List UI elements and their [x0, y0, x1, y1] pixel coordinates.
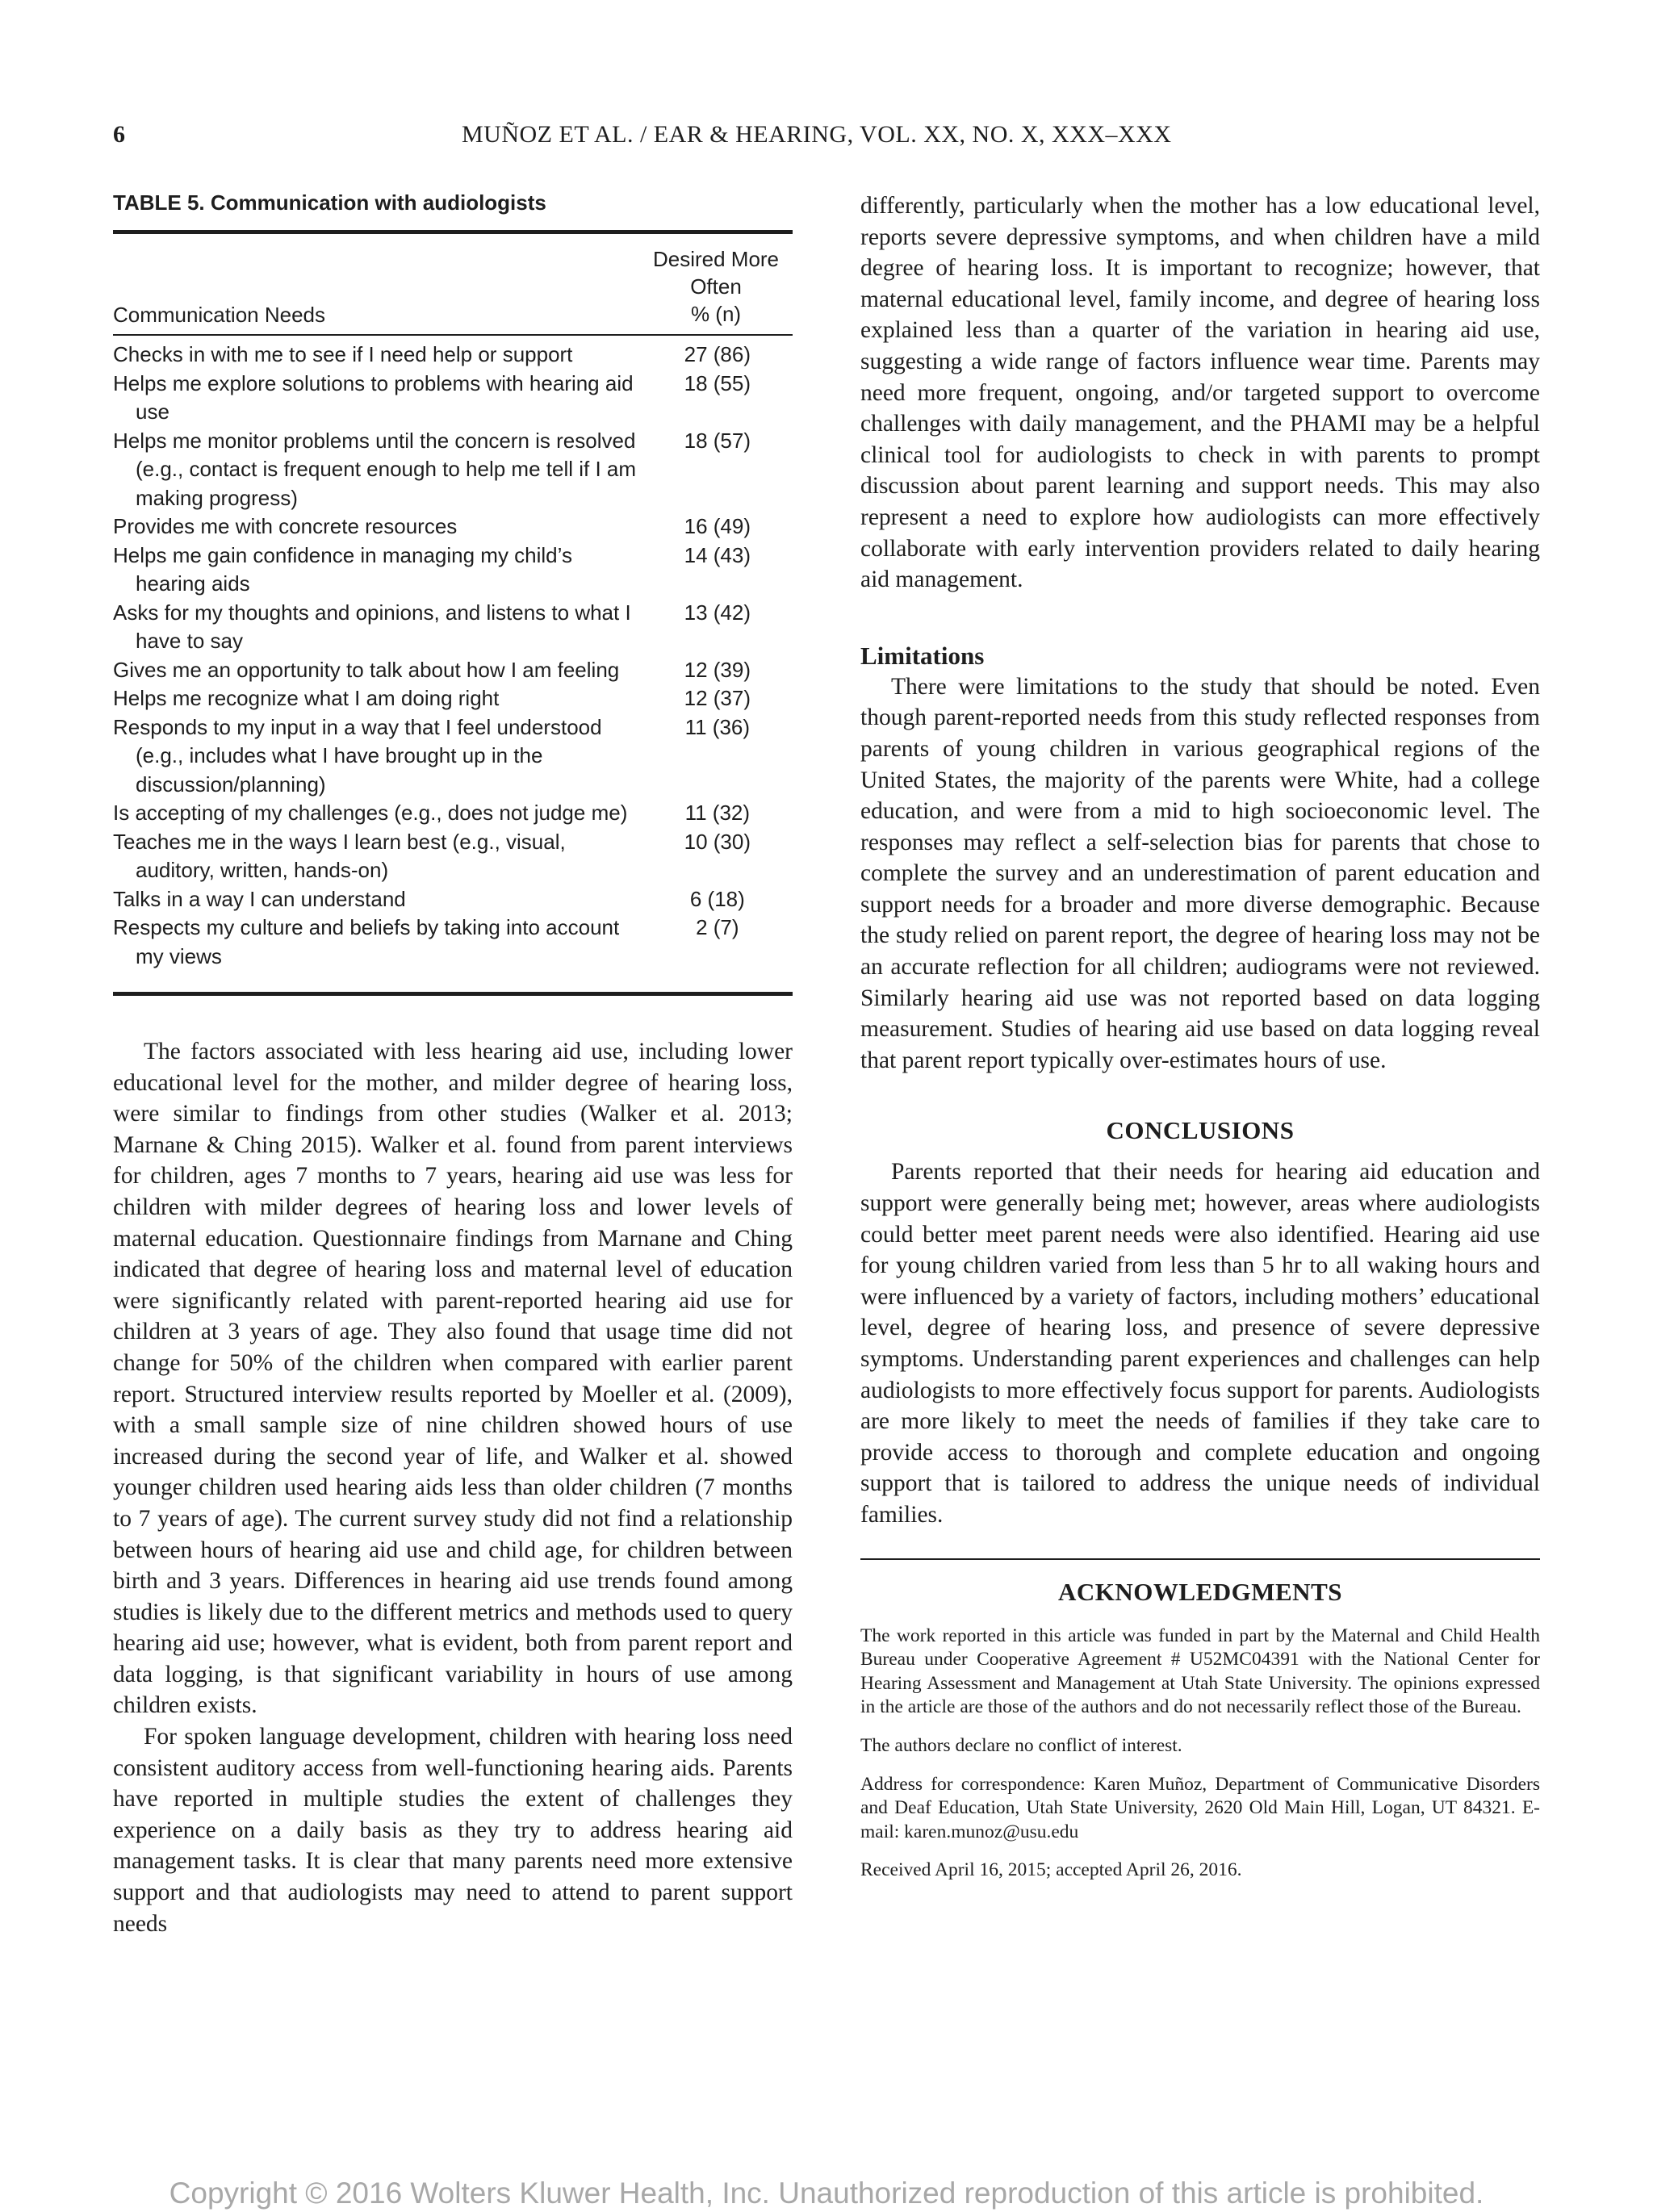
- table-cell-pct: 11 (36): [684, 714, 751, 739]
- ack-address: Address for correspondence: Karen Muñoz, Department of Communicative Disorders and Deaf Education, Utah State University, 2620 Old Main Hill, Logan, UT 84321. E-mail: karen.munoz@usu.edu: [860, 1773, 1540, 1842]
- page-number: 6: [113, 121, 125, 148]
- table-cell-pct: 10 (30): [684, 829, 751, 854]
- body-paragraph-continued: differently, particularly when the mother has a low educational level, reports severe depressive symptoms, and when children have a mild degree of hearing loss. It is important to recognize; however, that maternal educational level, family income, and degree of hearing loss explained less than a quarter of the variation in hearing aid use, suggesting a wide range of factors influence wear time. Parents may need more frequent, ongoing, and/or targeted support to overcome challenges with daily management, and the PHAMI may be a helpful clinical tool for audiologists to check in with parents to prompt discussion about parent learning and support needs. This may also represent a need to explore how audiologists can more effectively collaborate with early intervention providers related to daily hearing aid management.: [860, 193, 1540, 593]
- ack-conflict: The authors declare no conflict of interest.: [860, 1734, 1182, 1756]
- table-header-desired-more-often: [639, 245, 793, 328]
- table-cell-need: Helps me monitor problems until the concern is resolved (e.g., contact is frequent enough to help me tell if I am making progress): [113, 428, 637, 510]
- table-bottom-rule: [113, 992, 793, 996]
- conclusions-heading: CONCLUSIONS: [1106, 1116, 1295, 1145]
- acknowledgments-rule: [860, 1558, 1540, 1560]
- running-head: MUÑOZ ET AL. / EAR & HEARING, VOL. XX, NO. X, XXX–XXX: [462, 121, 1172, 148]
- table-cell-need: Gives me an opportunity to talk about how I am feeling: [113, 657, 620, 682]
- table-row: [113, 656, 793, 685]
- table-row: [113, 542, 793, 599]
- table-cell-need: Teaches me in the ways I learn best (e.g., visual, auditory, written, hands-on): [113, 829, 566, 882]
- left-column: [113, 190, 793, 1939]
- ack-funding: The work reported in this article was funded in part by the Maternal and Child Health Bureau under Cooperative Agreement # U52MC04391 with the National Center for Hearing Assessment and Management at Utah State University. The opinions expressed in the article are those of the authors and do not necessarily reflect those of the Bureau.: [860, 1625, 1540, 1718]
- table-cell-pct: 6 (18): [689, 886, 745, 911]
- table-cell-pct: 18 (55): [684, 370, 751, 395]
- table-cell-need: Respects my culture and beliefs by taking into account my views: [113, 915, 620, 968]
- table-cell-need: Is accepting of my challenges (e.g., does not judge me): [113, 801, 628, 825]
- table-cell-need: Helps me explore solutions to problems with hearing aid use: [113, 370, 634, 424]
- table-cell-need: Talks in a way I can understand: [113, 886, 406, 911]
- table-header-line: Often: [690, 274, 742, 299]
- table-header-communication-needs: Communication Needs: [113, 303, 326, 327]
- body-paragraph: For spoken language development, children with hearing loss need consistent auditory access from well-functioning hearing aids. Parents have reported in multiple studies the extent of challenges they experience on a daily basis as they try to address hearing aid management tasks. It is clear that many parents need more extensive support and that audiologists may need to attend to parent support needs: [113, 1724, 793, 1937]
- table-cell-pct: 11 (32): [684, 801, 751, 825]
- acknowledgments-heading: ACKNOWLEDGMENTS: [1058, 1577, 1342, 1606]
- table-body: [113, 336, 793, 992]
- table-row: [113, 885, 793, 914]
- table-row: [113, 599, 793, 656]
- table-row: [113, 512, 793, 542]
- table-cell-pct: 12 (39): [684, 657, 751, 682]
- conclusions-paragraph: Parents reported that their needs for hearing aid education and support were generally being met; however, areas where audiologists could better meet parent needs were also identified. Hearing aid use for young children varied from less than 5 hr to all waking hours and were influenced by a variety of factors, including mothers’ educational level, degree of hearing loss, and presence of severe depressive symptoms. Understanding parent experiences and challenges can help audiologists to more effectively focus support for parents. Audiologists are more likely to meet the needs of families if they take care to provide access to thorough and complete education and ongoing support that is tailored to address the unique needs of individual families.: [860, 1159, 1540, 1528]
- table-cell-pct: 18 (57): [684, 428, 751, 453]
- discussion-continued: [113, 1036, 793, 1939]
- table-row: [113, 799, 793, 828]
- table-cell-pct: 12 (37): [684, 686, 751, 710]
- table-cell-need: Provides me with concrete resources: [113, 514, 458, 538]
- table-5: [113, 190, 793, 996]
- table-row: [113, 341, 793, 370]
- table-header-row: [113, 234, 793, 334]
- limitations-heading: Limitations: [860, 641, 985, 670]
- table-cell-pct: 13 (42): [684, 600, 751, 625]
- copyright-notice: Copyright © 2016 Wolters Kluwer Health, Inc. Unauthorized reproduction of this article is prohibited.: [169, 2176, 1484, 2210]
- body-paragraph: The factors associated with less hearing aid use, including lower educational level for the mother, and milder degree of hearing loss, were similar to findings from other studies (Walker et al. 2013; Marnane & Ching 2015). Walker et al. found from parent interviews for children, ages 7 months to 7 years, hearing aid use was less for children with milder degrees of hearing loss and lower levels of maternal education. Questionnaire findings from Marnane and Ching indicated that degree of hearing loss and maternal level of education were significantly related with parent-reported hearing aid use for children at 3 years of age. They also found that usage time did not change for 50% of the children when compared with earlier parent report. Structured interview results reported by Moeller et al. (2009), with a small sample size of nine children showed hours of use increased during the second year of life, and Walker et al. showed younger children used hearing aids less than older children (7 months to 7 years of age). The current survey study did not find a relationship between hours of hearing aid use and child age, for children between birth and 3 years. Differences in hearing aid use trends found among studies is likely due to the different metrics and methods used to query hearing aid use; however, what is evident, both from parent report and data logging, is that significant variability in hours of use among children exists.: [113, 1039, 793, 1719]
- table-header-line: % (n): [690, 302, 742, 326]
- table-cell-need: Responds to my input in a way that I feel understood (e.g., includes what I have brought up in the discussion/planning): [113, 714, 602, 797]
- right-column: [860, 190, 1540, 1897]
- table-cell-pct: 14 (43): [684, 542, 751, 567]
- table-cell-pct: 16 (49): [684, 514, 751, 538]
- table-cell-need: Checks in with me to see if I need help or support: [113, 342, 573, 366]
- table-row: [113, 828, 793, 885]
- table-cell-pct: 27 (86): [684, 342, 751, 366]
- table-cell-need: Helps me gain confidence in managing my child’s hearing aids: [113, 542, 572, 596]
- table-caption: TABLE 5. Communication with audiologists: [113, 190, 546, 215]
- table-cell-pct: 2 (7): [696, 915, 739, 939]
- table-row: [113, 713, 793, 800]
- limitations-paragraph: There were limitations to the study that should be noted. Even though parent-reported needs from this study reflected responses from parents of young children in various geographical regions of the United States, the majority of the parents were White, had a college education, and were from a mid to high socioeconomic level. The responses may reflect a self-selection bias for parents that chose to complete the survey and an underestimation of parent education and support needs for a broader and more diverse demographic. Because the study relied on parent report, the degree of hearing loss may not be an accurate reflection for all children; audiograms were not reviewed. Similarly hearing aid use was not reported based on data logging measurement. Studies of hearing aid use based on data logging reveal that parent report typically over-estimates hours of use.: [860, 673, 1540, 1073]
- table-header-line: Desired More: [652, 247, 780, 271]
- table-row: [113, 427, 793, 513]
- ack-dates: Received April 16, 2015; accepted April 26, 2016.: [860, 1859, 1242, 1881]
- table-row: [113, 684, 793, 713]
- table-cell-need: Helps me recognize what I am doing right: [113, 686, 500, 710]
- table-cell-need: Asks for my thoughts and opinions, and listens to what I have to say: [113, 600, 631, 653]
- table-row: [113, 370, 793, 427]
- table-row: [113, 914, 793, 971]
